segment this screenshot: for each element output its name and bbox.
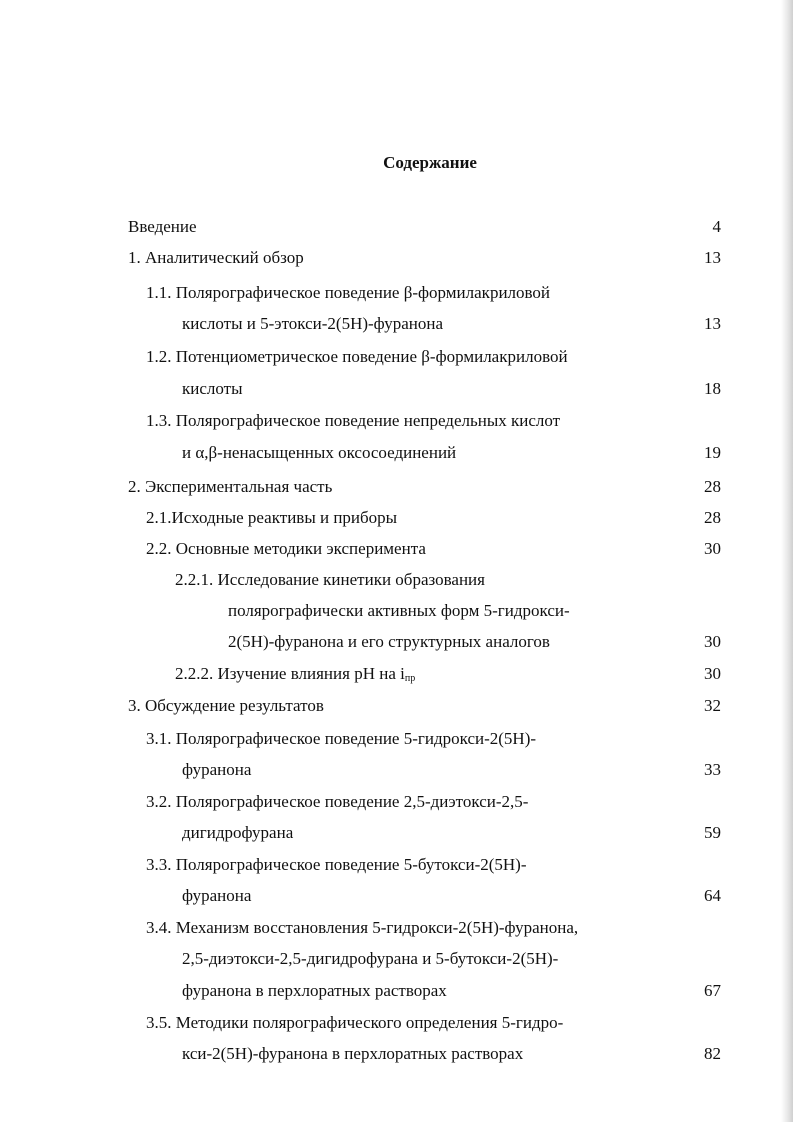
toc-entry-text: полярографически активных форм 5-гидрокси- [228,601,570,620]
toc-entry-1-1-cont [0,312,793,336]
toc-entry-1 [0,246,793,270]
toc-entry-subscript: пр [404,673,416,684]
toc-page-number: 28 [704,508,721,527]
toc-entry-2-1 [0,506,793,530]
toc-entry-text: 2.2. Основные методики эксперимента [146,539,426,558]
toc-entry-text: 1.1. Полярографическое поведение β-формилакриловой [146,283,551,302]
toc-entry-text: 1.2. Потенциометрическое поведение β-формилакриловой [146,347,568,366]
toc-entry-text: кислоты и 5-этокси-2(5Н)-фуранона [182,314,444,333]
toc-entry-3-3-cont [0,884,793,908]
toc-page-number: 13 [704,248,721,267]
toc-entry-3-1-cont [0,758,793,782]
toc-page-number: 30 [704,664,721,683]
toc-entry-text: 3.5. Методики полярографического определения 5-гидро- [146,1013,564,1032]
toc-page-number: 19 [704,443,721,462]
toc-entry-text: 3.1. Полярографическое поведение 5-гидрокси-2(5Н)- [146,729,537,748]
toc-entry-2-2-1-cont [0,599,793,623]
toc-page-number: 4 [712,217,721,236]
toc-entry-text: кси-2(5Н)-фуранона в перхлоратных растворах [182,1044,524,1063]
toc-entry-text: 3.2. Полярографическое поведение 2,5-диэтокси-2,5- [146,792,529,811]
toc-entry-1-3-cont [0,441,793,465]
toc-entry-text: Введение [128,217,197,236]
toc-entry-text: 1. Аналитический обзор [128,248,304,267]
toc-entry-3-4-cont2 [0,979,793,1003]
toc-entry-2-2-2 [0,662,793,686]
toc-page-number: 18 [704,379,721,398]
toc-entry-2-2-1 [0,568,793,592]
toc-entry-3-2-cont [0,821,793,845]
toc-entry-3-3 [0,853,793,877]
toc-entry-1-3 [0,409,793,433]
toc-entry-3 [0,694,793,718]
toc-entry-2 [0,475,793,499]
toc-entry-1-1 [0,281,793,305]
toc-entry-text: 2,5-диэтокси-2,5-дигидрофурана и 5-бутокси-2(5Н)- [182,949,559,968]
toc-entry-text-main: 2.2.2. Изучение влияния рН на i [175,664,405,683]
toc-entry-text: 3.4. Механизм восстановления 5-гидрокси-2(5Н)-фуранона, [146,918,579,937]
toc-entry-3-1 [0,727,793,751]
toc-entry-text: кислоты [182,379,243,398]
toc-entry-text: 3.3. Полярографическое поведение 5-бутокси-2(5Н)- [146,855,527,874]
toc-entry-3-5 [0,1011,793,1035]
toc-page-number: 64 [704,886,721,905]
toc-entry-text [175,662,415,691]
toc-entry-text: фуранона [182,886,252,905]
toc-entry-text: и α,β-ненасыщенных оксосоединений [182,443,457,462]
toc-page-number: 28 [704,477,721,496]
toc-entry-3-5-cont [0,1042,793,1066]
toc-page-number: 32 [704,696,721,715]
toc-page-number: 30 [704,632,721,651]
toc-entry-text: 3. Обсуждение результатов [128,696,324,715]
toc-entry-2-2 [0,537,793,561]
toc-entry-text: 2.1.Исходные реактивы и приборы [146,508,398,527]
toc-entry-text: 2. Экспериментальная часть [128,477,333,496]
toc-entry-text: дигидрофурана [182,823,294,842]
toc-entry-3-4-cont [0,947,793,971]
toc-entry-text: фуранона в перхлоратных растворах [182,981,447,1000]
toc-entry-1-2 [0,345,793,369]
toc-entry-3-2 [0,790,793,814]
toc-page-number: 33 [704,760,721,779]
toc-entry-1-2-cont [0,377,793,401]
toc-entry-text: 2.2.1. Исследование кинетики образования [175,570,485,589]
toc-page-number: 82 [704,1044,721,1063]
toc-entry-text: фуранона [182,760,252,779]
toc-entry-3-4 [0,916,793,940]
toc-page-number: 67 [704,981,721,1000]
toc-page-number: 59 [704,823,721,842]
toc-page-number: 13 [704,314,721,333]
toc-entry-text: 1.3. Полярографическое поведение непредельных кислот [146,411,561,430]
toc-entry-intro [0,215,793,239]
page-title: Содержание [383,153,477,172]
toc-page-number: 30 [704,539,721,558]
toc-entry-text: 2(5Н)-фуранона и его структурных аналогов [228,632,550,651]
toc-entry-2-2-1-cont2 [0,630,793,654]
